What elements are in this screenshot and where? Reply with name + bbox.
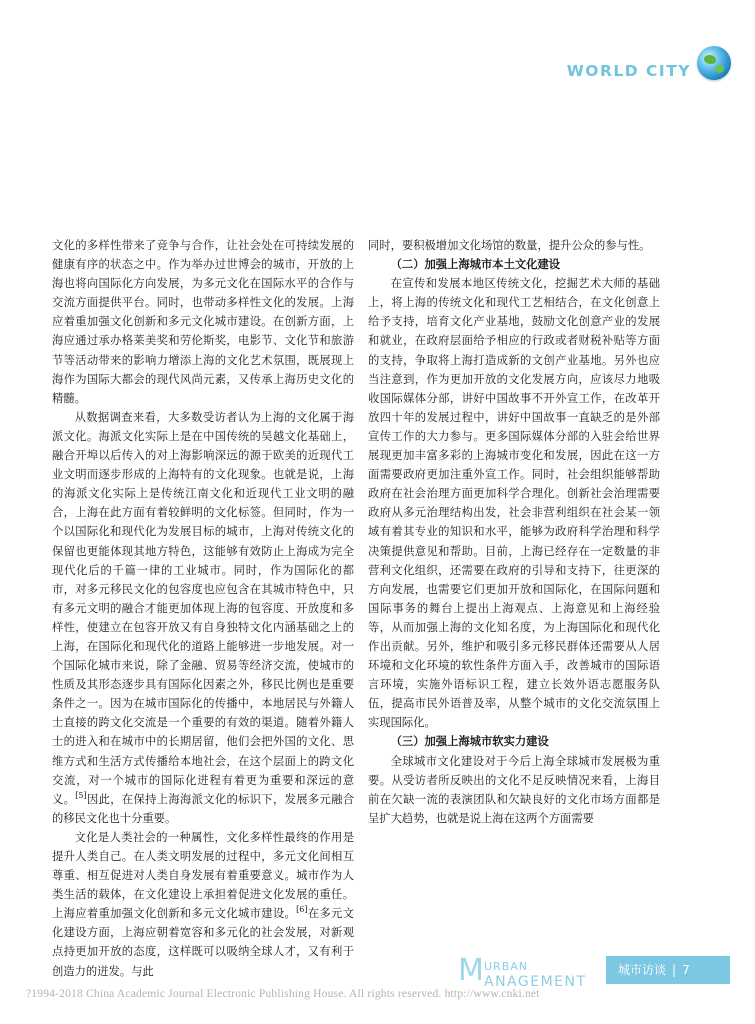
- left-paragraph-3-tail: 在多元文化建设方面，上海应朝着宽容和多元化的社会发展，对新观点持更加开放的态度，这样既可以吸纳全球人才，又有利于创造力的迸发。与此: [52, 907, 354, 978]
- left-column: [52, 236, 354, 981]
- section-heading-3: （三）加强上海城市软实力建设: [390, 735, 549, 749]
- copyright-watermark: ?1994-2018 China Academic Journal Electronic Publishing House. All rights reserved. http://www.cnki.net: [26, 988, 540, 1000]
- urban-management-logo: [450, 953, 610, 992]
- right-paragraph-3: 全球城市文化建设对于今后上海全球城市发展极为重要。从受访者所反映出的文化不足反映情况来看，上海目前在欠缺一流的表演团队和欠缺良好的文化市场方面都是呈扩大趋势，也就是说上海在这两个方面需要: [368, 754, 660, 825]
- citation-6: [6]: [296, 905, 308, 915]
- logo-word-urban: URBAN: [484, 960, 528, 973]
- left-paragraph-1: 文化的多样性带来了竞争与合作，让社会处在可持续发展的健康有序的状态之中。作为举办过世博会的城市，开放的上海也将向国际化方向发展，为多元文化在国际水平的合作与交流方面提供平台。同时，也带动多样性文化的发展。上海应着重加强文化创新和多元文化城市建设。在创新方面，上海应通过承办格莱美奖和劳伦斯奖，电影节、文化节和旅游节等活动带来的影响力增添上海的文化艺术氛围，既展现上海作为国际大都会的现代风尚元素，又传承上海历史文化的精髓。: [52, 239, 354, 405]
- left-paragraph-2-tail: 因此，在保持上海海派文化的标识下，发展多元融合的移民文化也十分重要。: [52, 792, 354, 825]
- world-city-header: [435, 44, 735, 88]
- citation-5: [5]: [75, 790, 87, 800]
- footer-separator: |: [672, 963, 677, 977]
- section-heading-2: （二）加强上海城市本土文化建设: [390, 258, 561, 272]
- left-paragraph-3: [52, 828, 354, 981]
- right-paragraph-2: 在宣传和发展本地区传统文化，挖掘艺术大师的基础上，将上海的传统文化和现代工艺相结合，在文化创意上给予支持，培育文化产业基地，鼓励文化创意产业的发展和就业，在政府层面给予相应的行政或者财税补贴等方面的支持，争取将上海打造成新的文创产业基地。另外也应当注意到，作为更加开放的文化发展方向，应该尽力地吸收国际媒体分部，讲好中国故事不开外宣工作，在改革开放四十年的发展过程中，讲好中国故事一直缺乏的是外部宣传工作的大力参与。更多国际媒体分部的入驻会给世界展现更加丰富多彩的上海城市变化和发展，因此在这一方面需要政府更加注重外宣工作。同时，社会组织能够帮助政府在社会治理方面更加科学合理化。创新社会治理需要政府从多元治理结构出发，社会非营利组织在社会某一领域有着其专业的知识和水平，能够为政府科学治理和科学决策提供意见和帮助。目前，上海已经存在一定数量的非营利文化组织，还需要在政府的引导和支持下，往更深的方向发展，也需要它们更加开放和国际化，在国际问题和国际事务的舞台上提出上海观点、上海意见和上海经验等，从而加强上海的文化知名度，为上海国际化和现代化作出贡献。另外，维护和吸引多元移民群体还需要从人居环境和文化环境的软性条件方面入手，改善城市的国际语言环境，实施外语标识工程，建立长效外语志愿服务队伍，提高市民外语普及率，从整个城市的文化交流氛围上实现国际化。: [368, 277, 660, 730]
- globe-icon: [697, 46, 731, 80]
- right-paragraph-1: 同时，要积极增加文化场馆的数量，提升公众的参与性。: [368, 239, 651, 252]
- section-name: 城市访谈: [618, 963, 667, 977]
- page-number: 7: [682, 963, 690, 977]
- left-paragraph-2: [52, 408, 354, 828]
- world-city-label: WORLD CITY: [566, 62, 691, 80]
- page-footer-tag: [606, 956, 730, 984]
- logo-letter-m-upper: M: [458, 953, 484, 988]
- right-column: [368, 236, 660, 828]
- left-paragraph-2-text: 从数据调查来看，大多数受访者认为上海的文化属于海派文化。海派文化实际上是在中国传统的吴越文化基础上，融合开埠以后传入的对上海影响深远的源于欧美的近现代工业文明而逐步形成的上海特有的文化现象。也就是说，上海的海派文化实际上是传统江南文化和近现代工业文明的融合，上海在此方面有着较鲜明的文化标签。但同时，作为一个以国际化和现代化为发展目标的城市，上海对传统文化的保留也更能体现其地方特色，这能够有效防止上海成为完全现代化后的千篇一律的工业城市。同时，作为国际化的都市，对多元移民文化的包容度也应包含在其城市特色中，只有多元文明的融合才能更加体现上海的包容度、开放度和多样性，使建立在包容开放又有自身独特文化内涵基础之上的上海，在国际化和现代化的道路上能够进一步地发展。对一个国际化城市来说，除了金融、贸易等经济交流，使城市的性质及其形态逐步具有国际化因素之外，移民比例也是重要条件之一。因为在城市国际化的传播中，本地居民与外籍人士直接的跨文化交流是一个重要的有效的渠道。随着外籍人士的进入和在城市中的长期居留，他们会把外国的文化、思维方式和生活方式传播给本地社会，在这个层面上的跨文化交流，对一个城市的国际化进程有着更为重要和深远的意义。: [52, 410, 354, 806]
- logo-word-anagement: ANAGEMENT: [484, 974, 587, 990]
- left-paragraph-3-text: 文化是人类社会的一种属性，文化多样性最终的作用是提升人类自己。在人类文明发展的过程中，多元文化间相互尊重、相互促进对人类自身发展有着重要意义。城市作为人类生活的载体，在文化建设上承担着促进文化发展的重任。上海应着重加强文化创新和多元文化城市建设。: [52, 830, 354, 921]
